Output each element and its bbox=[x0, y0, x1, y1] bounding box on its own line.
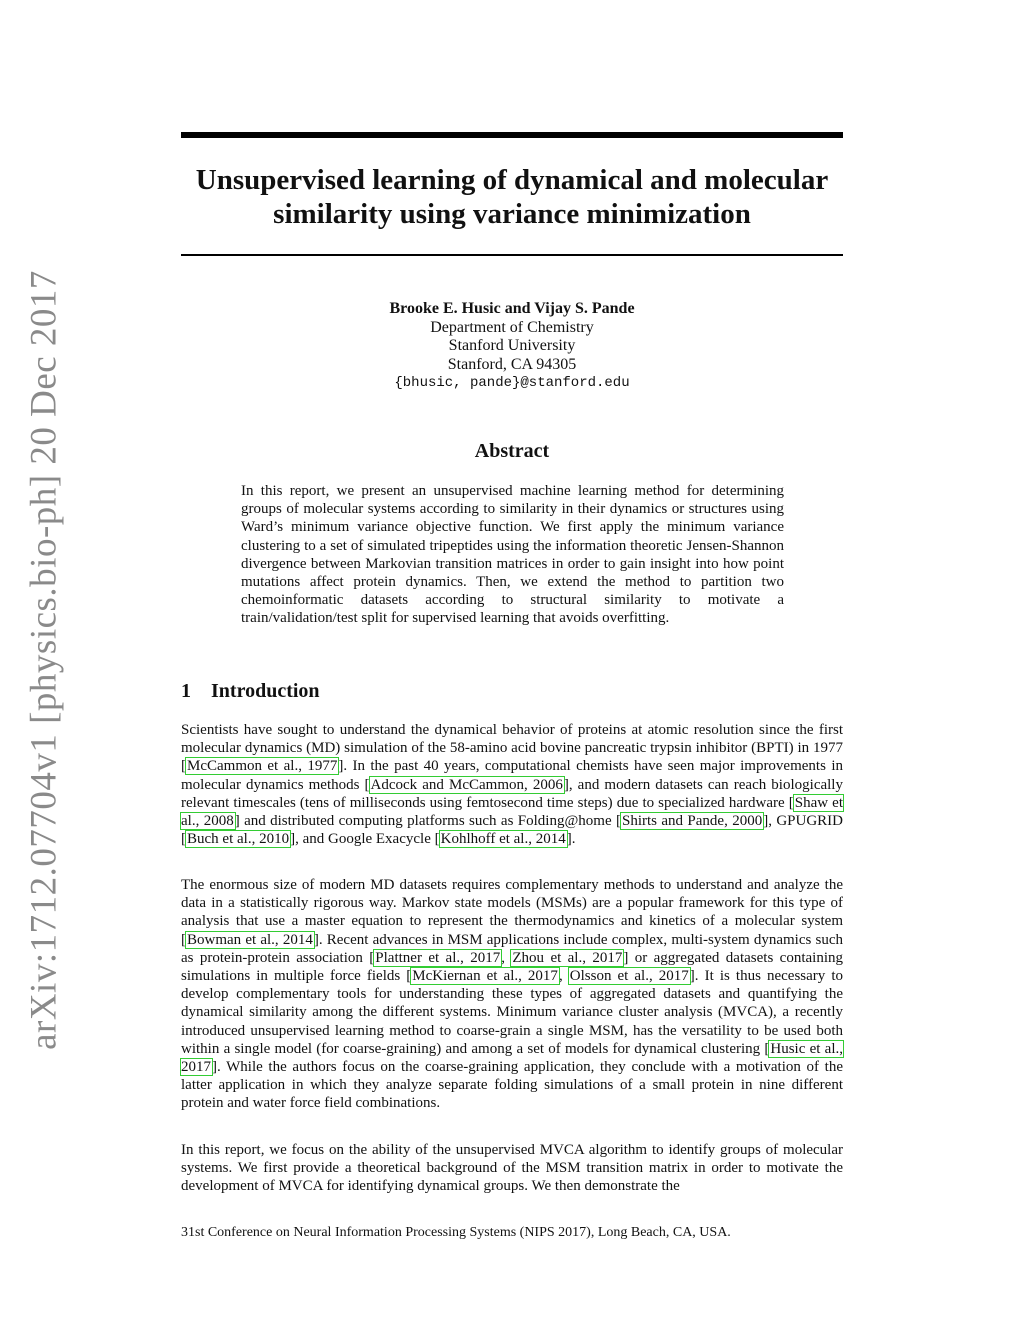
title-bottom-rule bbox=[181, 254, 843, 256]
text-run: ], and Google Exacycle [ bbox=[290, 831, 440, 848]
text-run: , bbox=[501, 949, 512, 966]
citation-link[interactable]: Plattner et al., 2017 bbox=[375, 949, 501, 966]
author-names: Brooke E. Husic and Vijay S. Pande bbox=[389, 300, 635, 317]
author-block bbox=[181, 300, 843, 393]
citation-link[interactable]: Bowman et al., 2014 bbox=[187, 931, 313, 948]
citation-link[interactable]: Olsson et al., 2017 bbox=[569, 968, 689, 985]
text-run: ]. In the past 40 years, computational chemists have seen major improvements in molecular dynamics methods [ bbox=[181, 758, 843, 793]
author-location: Stanford, CA 94305 bbox=[447, 355, 577, 373]
text-run: ], and modern datasets can reach biologically relevant timescales (tens of milliseconds using femtosecond time steps) due to specialized hardware [ bbox=[181, 776, 843, 811]
citation-link[interactable]: Shirts and Pande, 2000 bbox=[622, 813, 763, 830]
citation-link[interactable]: McCammon et al., 1977 bbox=[187, 758, 338, 775]
citation-link[interactable]: Adcock and McCammon, 2006 bbox=[370, 776, 563, 793]
author-department: Department of Chemistry bbox=[430, 318, 594, 336]
section-title: Introduction bbox=[211, 680, 320, 702]
text-run: ]. It is thus necessary to develop complementary tools for understanding these types of aggregated datasets and quantifying the dynamical similarity among the different systems. Minimum variance cluster analysis (MVCA), a recently introduced unsupervised learning method to coarse-grain a single MSM, has the versatility to be used both within a single model (for coarse-graining) and among a set of models for dynamical clustering [ bbox=[181, 968, 844, 1057]
text-run: , bbox=[558, 968, 569, 985]
citation-link[interactable]: McKiernan et al., 2017 bbox=[412, 968, 558, 985]
author-email[interactable]: {bhusic, pande}@stanford.edu bbox=[394, 375, 630, 391]
citation-link[interactable]: Shaw et al., 2008 bbox=[181, 794, 843, 830]
intro-paragraph-2 bbox=[181, 876, 843, 1113]
text-run: ], GPUGRID [ bbox=[181, 813, 844, 848]
citation-link[interactable]: Buch et al., 2010 bbox=[187, 831, 290, 848]
intro-paragraph-1 bbox=[181, 721, 843, 848]
conference-footer: 31st Conference on Neural Information Processing Systems (NIPS 2017), Long Beach, CA, USA. bbox=[181, 1225, 731, 1240]
author-university: Stanford University bbox=[448, 337, 576, 354]
section-heading-introduction bbox=[181, 680, 320, 703]
intro-paragraph-3: In this report, we focus on the ability of the unsupervised MVCA algorithm to identify groups of molecular systems. We first provide a theoretical background of the MSM transition matrix in order to motivate the development of MVCA for identifying dynamical groups. We then demonstrate the bbox=[181, 1142, 843, 1195]
text-run: ]. While the authors focus on the coarse-graining application, they conclude with a motivation of the latter application in which they analyze separate folding simulations of a small protein in nine different protein and water force field combinations. bbox=[181, 1059, 843, 1112]
title-top-rule bbox=[181, 132, 843, 138]
section-number: 1 bbox=[181, 680, 191, 702]
citation-link[interactable]: Husic et al., 2017 bbox=[181, 1040, 843, 1076]
text-run: Scientists have sought to understand the dynamical behavior of proteins at atomic resolution since the first molecular dynamics (MD) simulation of the 58-amino acid bovine pancreatic trypsin inhibitor (BPTI) in 1977 [ bbox=[181, 722, 843, 775]
text-run: ] or aggregated datasets containing simulations in multiple force fields [ bbox=[181, 949, 843, 985]
arxiv-identifier[interactable]: arXiv:1712.07704v1 [physics.bio-ph] 20 Dec 2017 bbox=[23, 270, 65, 1050]
text-run: The enormous size of modern MD datasets requires complementary methods to understand and analyze the data in a statistically rigorous way. Markov state models (MSMs) are a popular framework for this type of analysis that use a master equation to represent the thermodynamics and kinetics of a molecular system [ bbox=[181, 877, 843, 948]
abstract-text: In this report, we present an unsupervised machine learning method for determining groups of molecular systems according to similarity in their dynamics or structures using Ward’s minimum variance objective function. We first apply the minimum variance clustering to a set of simulated tripeptides using the information theoretic Jensen-Shannon divergence between Markovian transition matrices in order to gain insight into how point mutations affect protein dynamics. Then, we extend the method to partition two chemoinformatic datasets according to structural similarity to motivate a train/validation/test split for supervised learning that avoids overfitting. bbox=[241, 483, 784, 627]
citation-link[interactable]: Kohlhoff et al., 2014 bbox=[440, 831, 566, 848]
text-run: ]. Recent advances in MSM applications include complex, multi-system dynamics such as protein-protein association [ bbox=[181, 931, 843, 966]
text-run: ]. bbox=[566, 831, 576, 848]
title-line-2: similarity using variance minimization bbox=[273, 198, 751, 230]
title-line-1: Unsupervised learning of dynamical and molecular bbox=[195, 164, 829, 196]
abstract-heading: Abstract bbox=[474, 440, 550, 462]
citation-link[interactable]: Zhou et al., 2017 bbox=[512, 949, 623, 966]
paper-title bbox=[181, 163, 843, 231]
text-run: ] and distributed computing platforms such as Folding@home [ bbox=[234, 813, 621, 830]
